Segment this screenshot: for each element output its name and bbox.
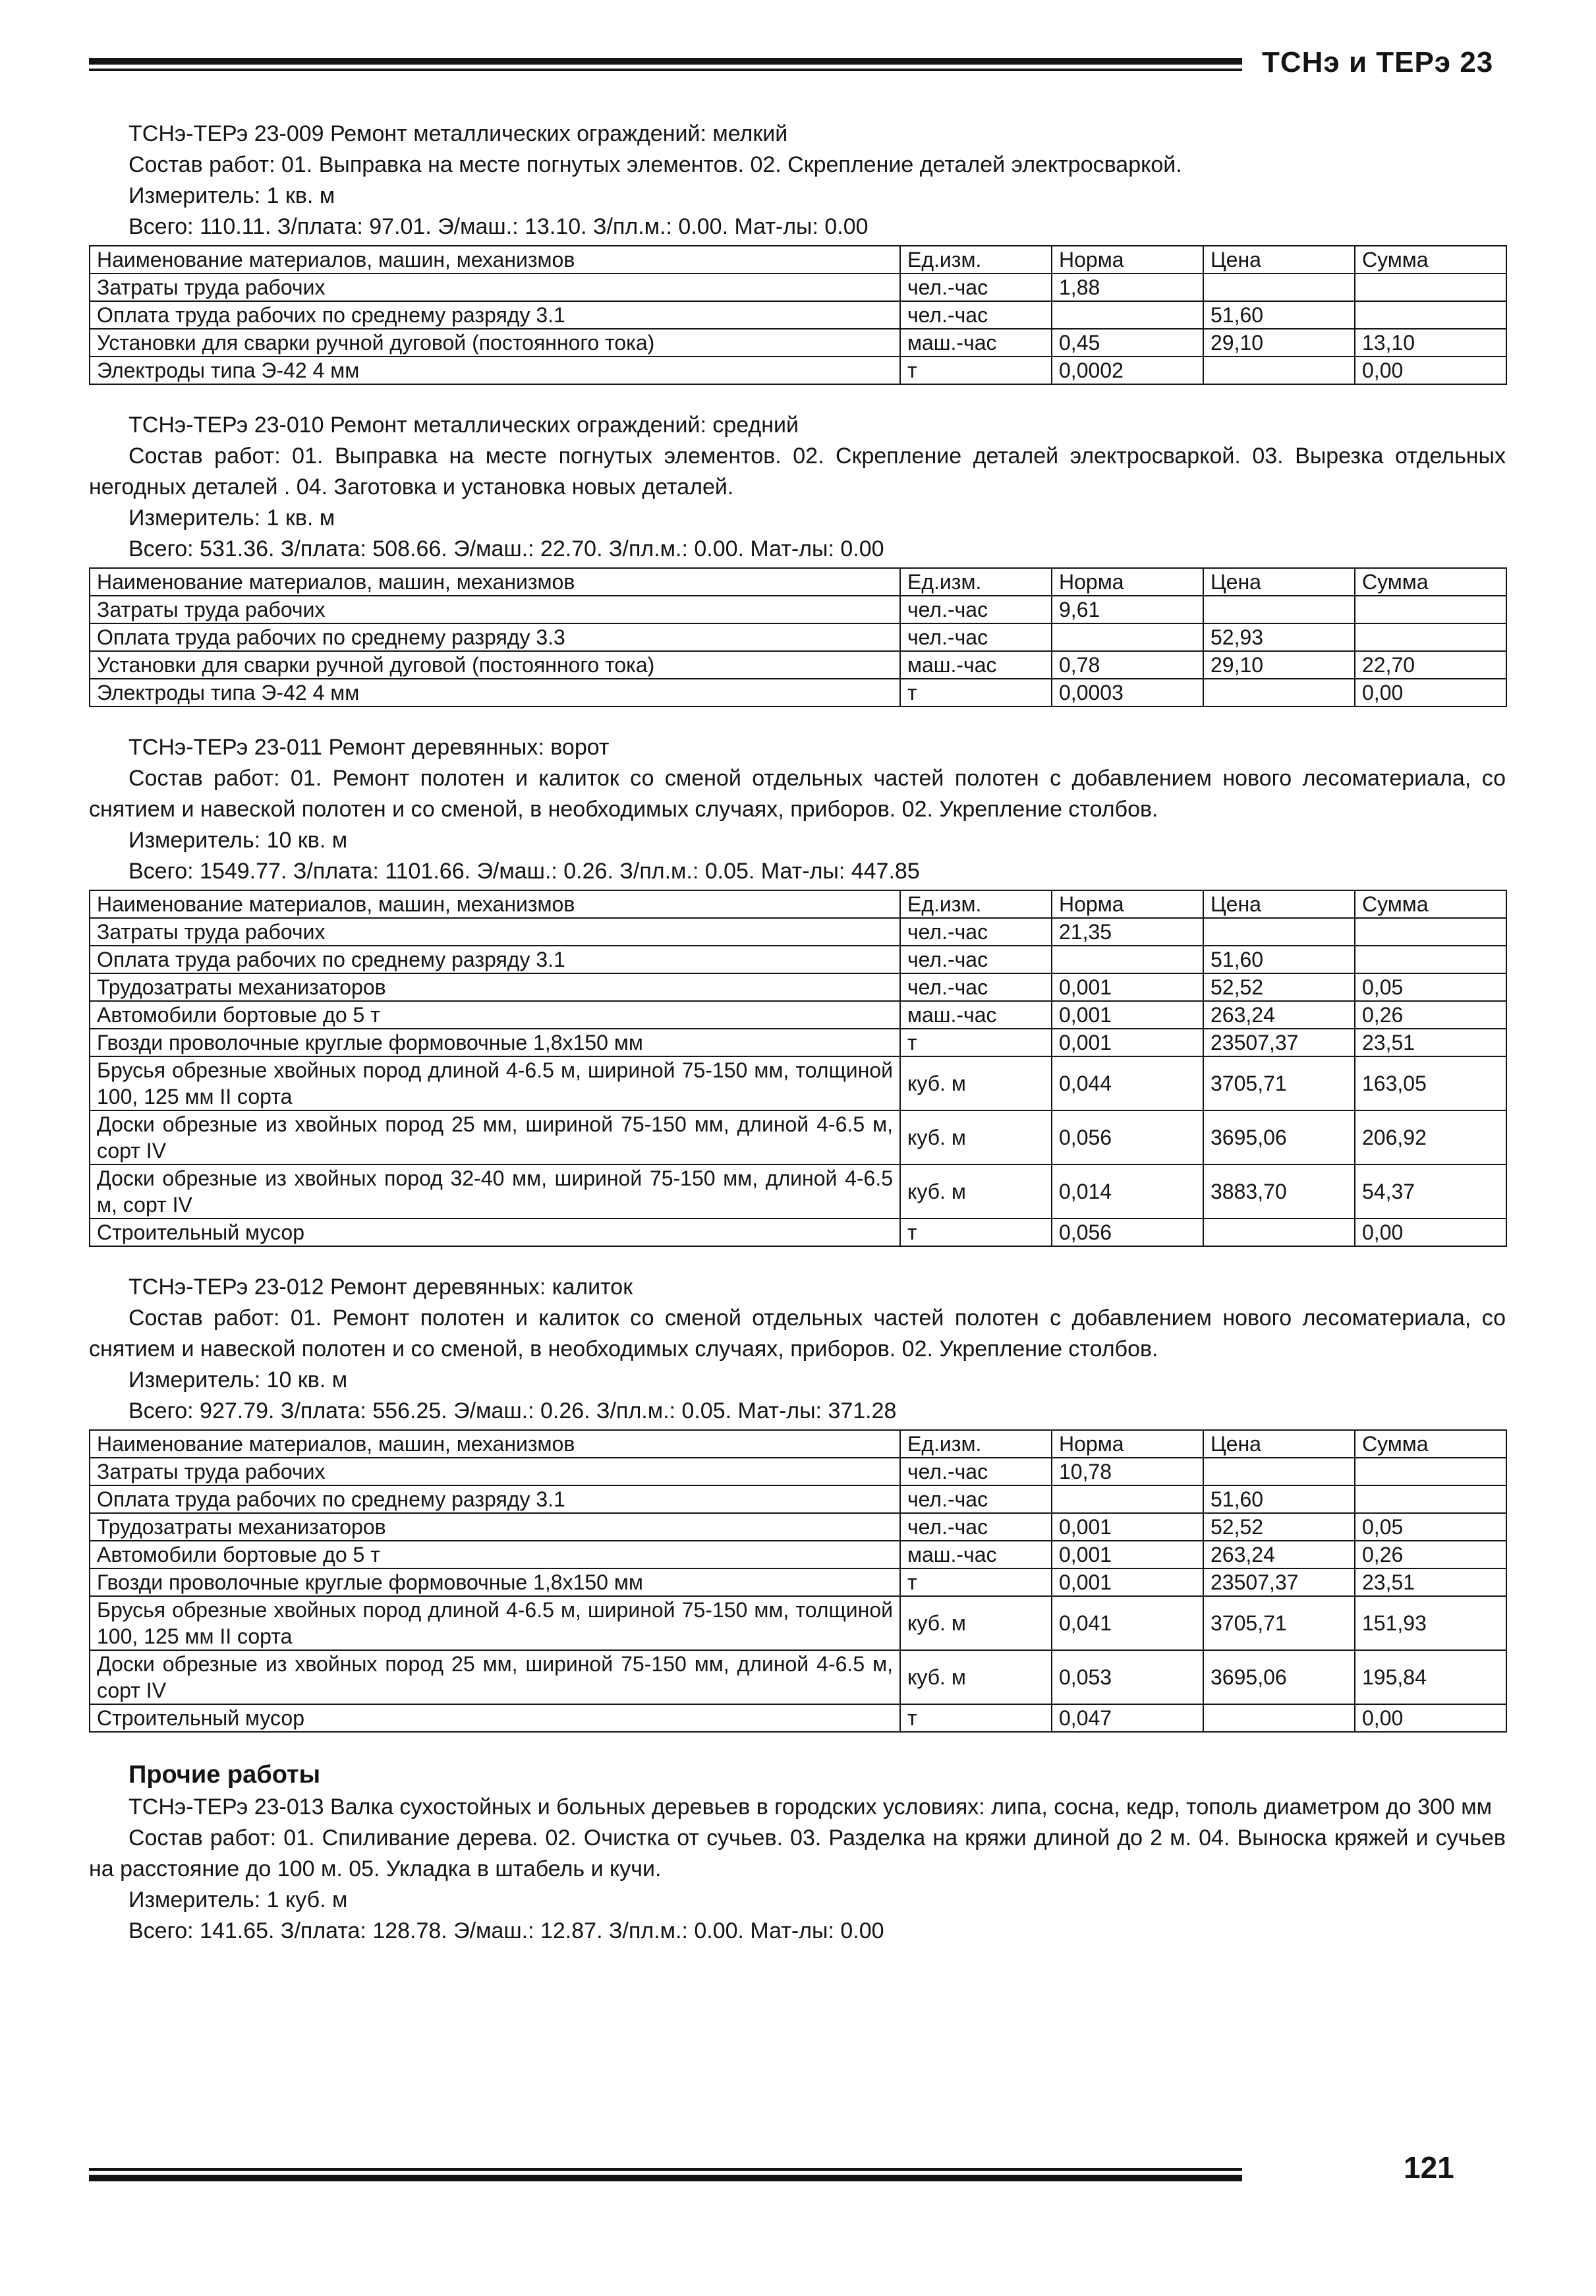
cell-unit: маш.-час — [900, 329, 1052, 357]
cell-unit: маш.-час — [900, 1541, 1052, 1568]
cell-sum — [1355, 596, 1506, 623]
cell-name: Автомобили бортовые до 5 т — [90, 1541, 900, 1568]
table-row — [90, 1056, 1506, 1110]
cell-norm: 0,78 — [1052, 651, 1203, 679]
cell-name: Брусья обрезные хвойных пород длиной 4-6.5 м, шириной 75-150 мм, толщиной 100, 125 мм II сорта — [90, 1596, 900, 1650]
resources-table — [89, 567, 1507, 707]
cell-price: 3695,06 — [1203, 1650, 1355, 1704]
cell-unit: чел.-час — [900, 973, 1052, 1001]
cell-norm: 0,001 — [1052, 1513, 1203, 1541]
cell-norm: 1,88 — [1052, 273, 1203, 301]
cell-name: Гвозди проволочные круглые формовочные 1,8х150 мм — [90, 1029, 900, 1056]
resources-table — [89, 1429, 1507, 1733]
cell-price: 29,10 — [1203, 651, 1355, 679]
header-cell-name: Наименование материалов, машин, механизмов — [90, 246, 900, 273]
other-works-heading: Прочие работы — [128, 1761, 321, 1789]
header-cell-unit: Ед.изм. — [900, 246, 1052, 273]
cell-name: Затраты труда рабочих — [90, 1458, 900, 1485]
table-row — [90, 1650, 1506, 1704]
cell-unit: чел.-час — [900, 301, 1052, 329]
measure-unit: Измеритель: 1 куб. м — [128, 1887, 348, 1912]
table-row — [90, 1164, 1506, 1219]
cell-norm: 0,0002 — [1052, 357, 1203, 384]
cell-unit: чел.-час — [900, 946, 1052, 973]
cell-sum: 0,26 — [1355, 1541, 1506, 1568]
cell-unit: куб. м — [900, 1164, 1052, 1219]
cell-sum — [1355, 301, 1506, 329]
cell-unit: т — [900, 679, 1052, 706]
section-title: ТСНэ-ТЕРэ 23-013 Валка сухостойных и больных деревьев в городских условиях: липа, сосна, кедр, тополь диаметром до 300 мм — [128, 1794, 1493, 1820]
work-composition: Состав работ: 01. Выправка на месте погнутых элементов. 02. Скрепление деталей электросваркой. 03. Вырезка отдельных негодных деталей . 04. Заготовка и установка новых деталей. — [89, 444, 1506, 500]
cell-price: 3695,06 — [1203, 1110, 1355, 1164]
cell-price: 52,93 — [1203, 623, 1355, 651]
cell-name: Оплата труда рабочих по среднему разряду 3.1 — [90, 1485, 900, 1513]
cell-sum: 13,10 — [1355, 329, 1506, 357]
header-cell-unit: Ед.изм. — [900, 1430, 1052, 1458]
measure-unit: Измеритель: 1 кв. м — [128, 505, 335, 531]
cell-price: 51,60 — [1203, 301, 1355, 329]
work-composition: Состав работ: 01. Ремонт полотен и калиток со сменой отдельных частей полотен с добавлением нового лесоматериала, со снятием и навеской полотен и со сменой, в необходимых случаях, приборов. 02. Укрепление столбов. — [89, 766, 1506, 822]
cell-price: 52,52 — [1203, 1513, 1355, 1541]
header-cell-sum: Сумма — [1355, 246, 1506, 273]
table-row — [90, 1568, 1506, 1596]
cell-name: Трудозатраты механизаторов — [90, 973, 900, 1001]
header-cell-sum: Сумма — [1355, 890, 1506, 918]
cell-name: Затраты труда рабочих — [90, 273, 900, 301]
cell-name: Оплата труда рабочих по среднему разряду 3.1 — [90, 301, 900, 329]
measure-unit: Измеритель: 10 кв. м — [128, 1367, 348, 1392]
cell-name: Автомобили бортовые до 5 т — [90, 1001, 900, 1029]
header-cell-price: Цена — [1203, 890, 1355, 918]
measure-unit: Измеритель: 1 кв. м — [128, 183, 335, 208]
header-cell-norm: Норма — [1052, 1430, 1203, 1458]
table-row — [90, 623, 1506, 651]
cell-sum: 0,26 — [1355, 1001, 1506, 1029]
cell-name: Брусья обрезные хвойных пород длиной 4-6.5 м, шириной 75-150 мм, толщиной 100, 125 мм II сорта — [90, 1056, 900, 1110]
cell-norm — [1052, 301, 1203, 329]
cell-price — [1203, 1704, 1355, 1732]
cell-price — [1203, 357, 1355, 384]
cell-norm: 0,45 — [1052, 329, 1203, 357]
cell-unit: чел.-час — [900, 1458, 1052, 1485]
header-cell-unit: Ед.изм. — [900, 568, 1052, 596]
cost-totals: Всего: 531.36. З/плата: 508.66. Э/маш.: 22.70. З/пл.м.: 0.00. Мат-лы: 0.00 — [128, 536, 884, 561]
cell-name: Оплата труда рабочих по среднему разряду 3.3 — [90, 623, 900, 651]
header-cell-norm: Норма — [1052, 246, 1203, 273]
cell-sum: 0,00 — [1355, 357, 1506, 384]
cell-price — [1203, 1458, 1355, 1485]
cell-norm: 0,014 — [1052, 1164, 1203, 1219]
work-composition: Состав работ: 01. Спиливание дерева. 02. Очистка от сучьев. 03. Разделка на кряжи длиной до 2 м. 04. Выноска кряжей и сучьев на расстояние до 100 м. 05. Укладка в штабель и кучи. — [89, 1825, 1506, 1881]
cell-unit: т — [900, 1704, 1052, 1732]
cell-sum: 206,92 — [1355, 1110, 1506, 1164]
cell-name: Установки для сварки ручной дуговой (постоянного тока) — [90, 651, 900, 679]
header-cell-sum: Сумма — [1355, 568, 1506, 596]
cell-price: 3705,71 — [1203, 1596, 1355, 1650]
table-row — [90, 273, 1506, 301]
cell-price — [1203, 1219, 1355, 1246]
header-cell-norm: Норма — [1052, 890, 1203, 918]
cell-unit: чел.-час — [900, 1485, 1052, 1513]
cell-sum: 0,00 — [1355, 679, 1506, 706]
cost-totals: Всего: 927.79. З/плата: 556.25. Э/маш.: 0.26. З/пл.м.: 0.05. Мат-лы: 371.28 — [128, 1398, 897, 1423]
cell-name: Затраты труда рабочих — [90, 918, 900, 946]
cell-price: 52,52 — [1203, 973, 1355, 1001]
cell-unit: куб. м — [900, 1056, 1052, 1110]
table-row — [90, 1458, 1506, 1485]
other-works-section — [89, 1758, 1506, 1947]
cost-totals: Всего: 110.11. З/плата: 97.01. Э/маш.: 13.10. З/пл.м.: 0.00. Мат-лы: 0.00 — [128, 214, 869, 239]
cell-unit: чел.-час — [900, 623, 1052, 651]
cell-price: 23507,37 — [1203, 1568, 1355, 1596]
cell-unit: т — [900, 1219, 1052, 1246]
cell-norm: 0,044 — [1052, 1056, 1203, 1110]
table-row — [90, 1704, 1506, 1732]
cell-unit: маш.-час — [900, 651, 1052, 679]
page-content — [89, 119, 1506, 1972]
cell-unit: маш.-час — [900, 1001, 1052, 1029]
header-cell-name: Наименование материалов, машин, механизмов — [90, 890, 900, 918]
cell-name: Установки для сварки ручной дуговой (постоянного тока) — [90, 329, 900, 357]
norm-section — [89, 1272, 1506, 1733]
cell-name: Доски обрезные из хвойных пород 25 мм, шириной 75-150 мм, длиной 4-6.5 м, сорт IV — [90, 1650, 900, 1704]
table-row — [90, 329, 1506, 357]
cell-price — [1203, 273, 1355, 301]
cell-sum: 0,05 — [1355, 1513, 1506, 1541]
section-title: ТСНэ-ТЕРэ 23-011 Ремонт деревянных: ворот — [128, 735, 610, 760]
header-cell-price: Цена — [1203, 568, 1355, 596]
section-title: ТСНэ-ТЕРэ 23-010 Ремонт металлических ограждений: средний — [128, 413, 799, 438]
norm-section — [89, 732, 1506, 1247]
cell-norm — [1052, 1485, 1203, 1513]
cell-name: Трудозатраты механизаторов — [90, 1513, 900, 1541]
header-cell-price: Цена — [1203, 1430, 1355, 1458]
table-header-row — [90, 1430, 1506, 1458]
cell-norm: 0,001 — [1052, 973, 1203, 1001]
table-row — [90, 301, 1506, 329]
cell-unit: чел.-час — [900, 918, 1052, 946]
cell-name: Доски обрезные из хвойных пород 32-40 мм, шириной 75-150 мм, длиной 4-6.5 м, сорт IV — [90, 1164, 900, 1219]
cell-sum: 54,37 — [1355, 1164, 1506, 1219]
cell-norm: 9,61 — [1052, 596, 1203, 623]
table-row — [90, 973, 1506, 1001]
cell-sum: 23,51 — [1355, 1568, 1506, 1596]
cell-unit: т — [900, 1568, 1052, 1596]
cell-name: Электроды типа Э-42 4 мм — [90, 357, 900, 384]
cell-norm: 0,001 — [1052, 1029, 1203, 1056]
cell-price: 29,10 — [1203, 329, 1355, 357]
resources-table — [89, 890, 1507, 1247]
table-row — [90, 1029, 1506, 1056]
cell-price: 263,24 — [1203, 1541, 1355, 1568]
cell-norm — [1052, 623, 1203, 651]
cell-unit: чел.-час — [900, 1513, 1052, 1541]
cell-sum — [1355, 623, 1506, 651]
work-composition: Состав работ: 01. Выправка на месте погнутых элементов. 02. Скрепление деталей электросваркой. — [128, 152, 1182, 177]
cell-sum: 163,05 — [1355, 1056, 1506, 1110]
cell-norm: 0,056 — [1052, 1110, 1203, 1164]
cell-unit: куб. м — [900, 1596, 1052, 1650]
cell-norm: 0,001 — [1052, 1568, 1203, 1596]
cell-sum: 195,84 — [1355, 1650, 1506, 1704]
cell-price: 263,24 — [1203, 1001, 1355, 1029]
table-row — [90, 357, 1506, 384]
cell-norm: 0,001 — [1052, 1541, 1203, 1568]
table-row — [90, 918, 1506, 946]
cell-price: 23507,37 — [1203, 1029, 1355, 1056]
cell-norm: 0,056 — [1052, 1219, 1203, 1246]
header-cell-sum: Сумма — [1355, 1430, 1506, 1458]
table-row — [90, 1001, 1506, 1029]
footer-rule — [89, 2168, 1242, 2181]
cell-name: Электроды типа Э-42 4 мм — [90, 679, 900, 706]
table-row — [90, 1513, 1506, 1541]
measure-unit: Измеритель: 10 кв. м — [128, 828, 348, 853]
cell-unit: куб. м — [900, 1110, 1052, 1164]
cell-sum — [1355, 1485, 1506, 1513]
cell-norm: 21,35 — [1052, 918, 1203, 946]
cell-name: Затраты труда рабочих — [90, 596, 900, 623]
cell-price: 51,60 — [1203, 946, 1355, 973]
table-header-row — [90, 568, 1506, 596]
header-cell-unit: Ед.изм. — [900, 890, 1052, 918]
cell-price — [1203, 918, 1355, 946]
table-row — [90, 596, 1506, 623]
header-cell-name: Наименование материалов, машин, механизмов — [90, 1430, 900, 1458]
norm-section — [89, 410, 1506, 707]
cell-norm: 0,0003 — [1052, 679, 1203, 706]
cell-price: 3883,70 — [1203, 1164, 1355, 1219]
section-title: ТСНэ-ТЕРэ 23-012 Ремонт деревянных: калиток — [128, 1275, 633, 1300]
cell-sum — [1355, 1458, 1506, 1485]
cell-sum — [1355, 946, 1506, 973]
cost-totals: Всего: 141.65. З/плата: 128.78. Э/маш.: 12.87. З/пл.м.: 0.00. Мат-лы: 0.00 — [128, 1918, 884, 1943]
table-row — [90, 1110, 1506, 1164]
cell-sum: 0,05 — [1355, 973, 1506, 1001]
cell-name: Строительный мусор — [90, 1219, 900, 1246]
cell-unit: чел.-час — [900, 273, 1052, 301]
cell-norm — [1052, 946, 1203, 973]
table-row — [90, 1541, 1506, 1568]
cell-name: Доски обрезные из хвойных пород 25 мм, шириной 75-150 мм, длиной 4-6.5 м, сорт IV — [90, 1110, 900, 1164]
section-title: ТСНэ-ТЕРэ 23-009 Ремонт металлических ограждений: мелкий — [128, 121, 788, 146]
cell-unit: т — [900, 1029, 1052, 1056]
table-header-row — [90, 246, 1506, 273]
table-row — [90, 946, 1506, 973]
cell-name: Оплата труда рабочих по среднему разряду 3.1 — [90, 946, 900, 973]
cell-price — [1203, 679, 1355, 706]
cell-name: Гвозди проволочные круглые формовочные 1,8х150 мм — [90, 1568, 900, 1596]
cell-norm: 0,053 — [1052, 1650, 1203, 1704]
table-row — [90, 679, 1506, 706]
running-head: ТСНэ и ТЕРэ 23 — [1262, 46, 1494, 78]
cell-norm: 10,78 — [1052, 1458, 1203, 1485]
cell-price: 51,60 — [1203, 1485, 1355, 1513]
cell-price: 3705,71 — [1203, 1056, 1355, 1110]
cell-name: Строительный мусор — [90, 1704, 900, 1732]
work-composition: Состав работ: 01. Ремонт полотен и калиток со сменой отдельных частей полотен с добавлением нового лесоматериала, со снятием и навеской полотен и со сменой, в необходимых случаях, приборов. 02. Укрепление столбов. — [89, 1306, 1506, 1362]
cell-unit: куб. м — [900, 1650, 1052, 1704]
header-cell-name: Наименование материалов, машин, механизмов — [90, 568, 900, 596]
cell-sum: 0,00 — [1355, 1704, 1506, 1732]
header-rule — [89, 58, 1242, 71]
cell-sum: 22,70 — [1355, 651, 1506, 679]
cell-norm: 0,041 — [1052, 1596, 1203, 1650]
cell-sum: 0,00 — [1355, 1219, 1506, 1246]
table-row — [90, 1596, 1506, 1650]
header-cell-price: Цена — [1203, 246, 1355, 273]
cell-sum: 23,51 — [1355, 1029, 1506, 1056]
resources-table — [89, 245, 1507, 385]
table-row — [90, 1219, 1506, 1246]
cell-unit: чел.-час — [900, 596, 1052, 623]
table-row — [90, 651, 1506, 679]
cell-sum: 151,93 — [1355, 1596, 1506, 1650]
cell-norm: 0,047 — [1052, 1704, 1203, 1732]
cell-sum — [1355, 918, 1506, 946]
cell-price — [1203, 596, 1355, 623]
cell-unit: т — [900, 357, 1052, 384]
norm-section — [89, 119, 1506, 385]
cell-sum — [1355, 273, 1506, 301]
cell-norm: 0,001 — [1052, 1001, 1203, 1029]
page-number: 121 — [1404, 2150, 1454, 2185]
header-cell-norm: Норма — [1052, 568, 1203, 596]
cost-totals: Всего: 1549.77. З/плата: 1101.66. Э/маш.: 0.26. З/пл.м.: 0.05. Мат-лы: 447.85 — [128, 859, 920, 884]
table-row — [90, 1485, 1506, 1513]
table-header-row — [90, 890, 1506, 918]
